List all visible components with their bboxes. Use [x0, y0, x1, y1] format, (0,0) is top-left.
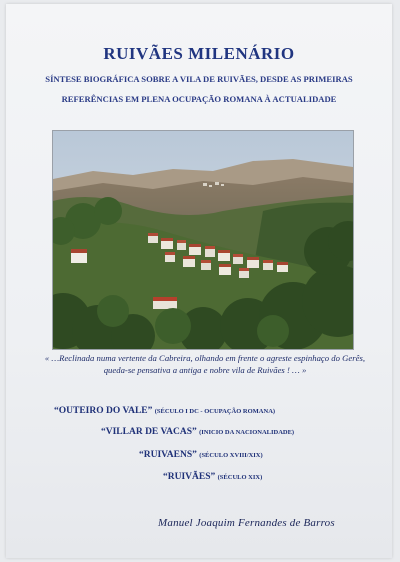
- book-cover: [6, 4, 392, 558]
- author-name: Manuel Joaquim Fernandes de Barros: [158, 517, 335, 529]
- era-period: (SÉCULO I DC - OCUPAÇÃO ROMANA): [154, 408, 276, 415]
- era-entry: [101, 427, 294, 437]
- cover-subtitle-line-1: SÍNTESE BIOGRÁFICA SOBRE A VILA DE RUIVÃES, DESDE AS PRIMEIRAS: [45, 74, 353, 84]
- era-name: “OUTEIRO DO VALE”: [54, 406, 153, 416]
- era-name: “VILLAR DE VACAS”: [101, 427, 197, 437]
- village-landscape-illustration: [53, 131, 353, 349]
- cover-quote: « …Reclinada numa vertente da Cabreira, olhando em frente o agreste espinhaço do Gerês, queda-se pensativa a antiga e nobre vila de Ruivães ! … »: [44, 353, 366, 375]
- cover-subtitle-line-2: REFERÊNCIAS EM PLENA OCUPAÇÃO ROMANA À ACTUALIDADE: [61, 94, 337, 104]
- era-period: (INICIO DA NACIONALIDADE): [199, 429, 295, 436]
- era-period: (SÉCULO XVIII/XIX): [199, 452, 263, 459]
- era-name: “RUIVÃES”: [163, 472, 216, 482]
- cover-title: RUIVÃES MILENÁRIO: [103, 44, 295, 63]
- era-entry: [139, 450, 263, 460]
- era-name: “RUIVAENS”: [139, 450, 197, 460]
- village-landscape-photo: [52, 130, 354, 350]
- era-entry: [163, 472, 262, 482]
- era-entry: [54, 406, 275, 416]
- era-period: (SÉCULO XIX): [217, 474, 263, 481]
